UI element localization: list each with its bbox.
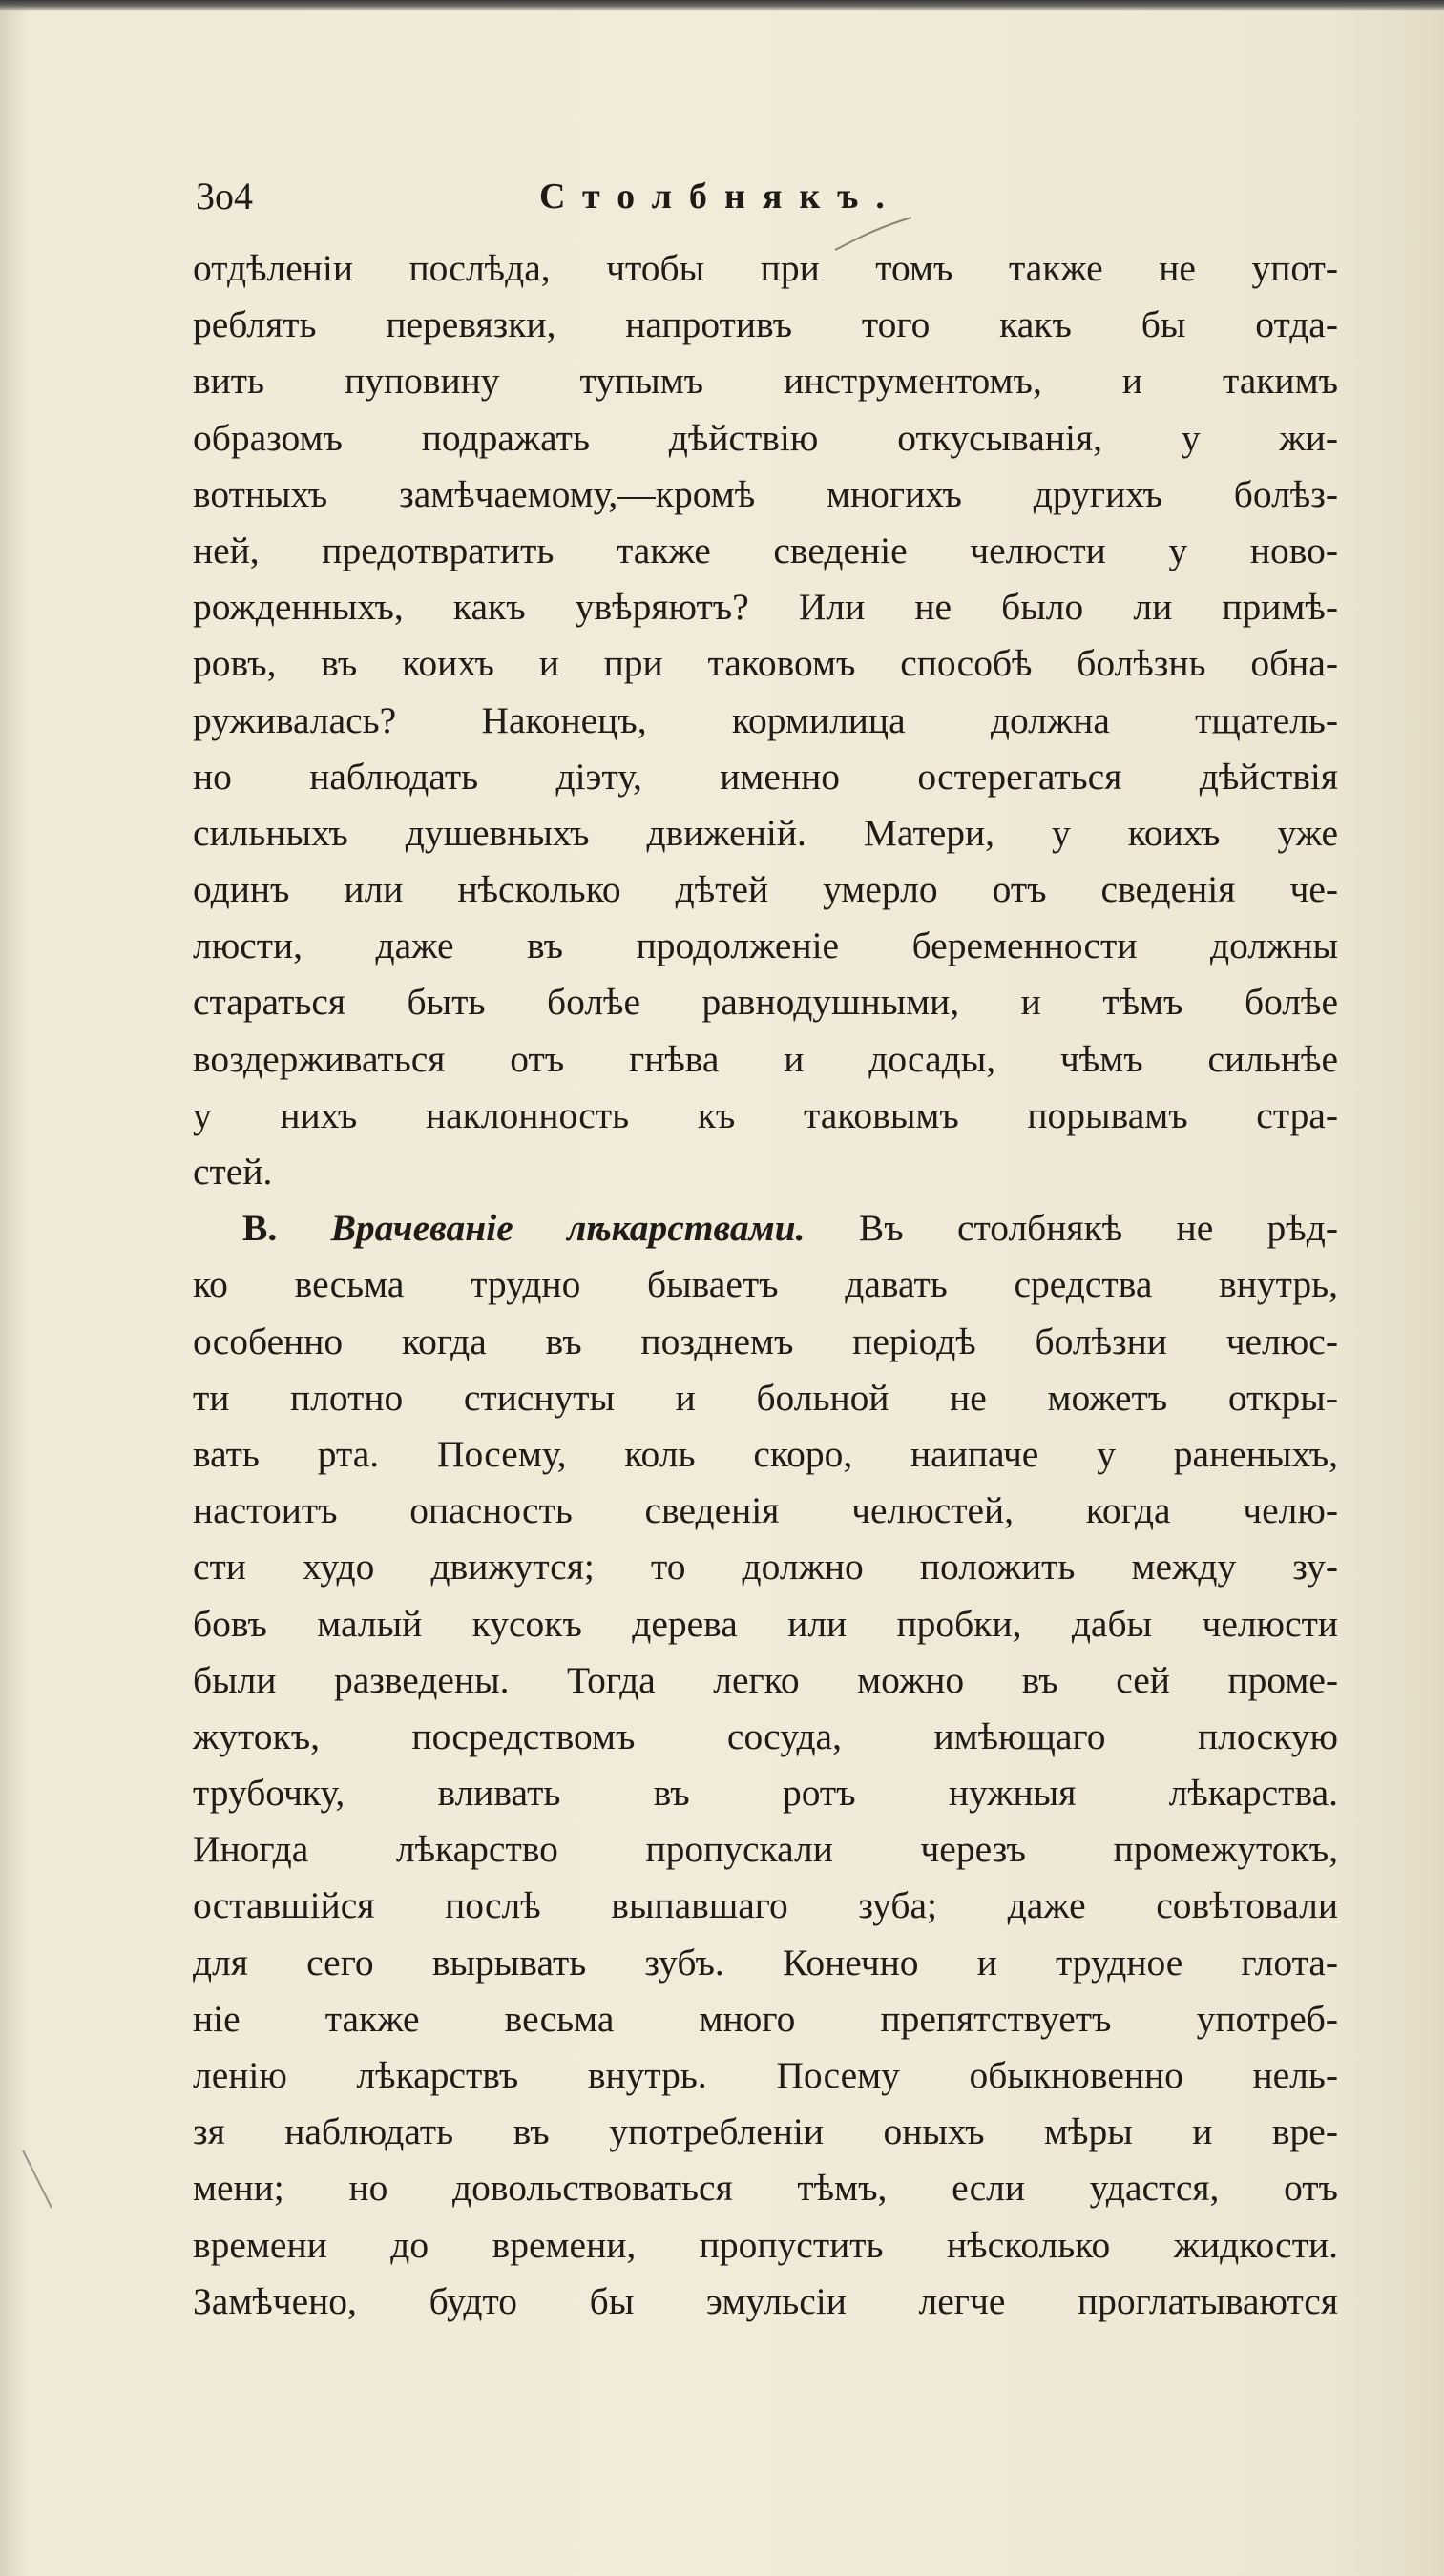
text-line: воздерживаться отъ гнѣва и досады, чѣмъ сильнѣе xyxy=(193,1037,1338,1080)
text-line: стей. xyxy=(193,1151,273,1193)
text-line: трубочку, вливать въ ротъ нужныя лѣкарства. xyxy=(193,1772,1338,1815)
text-line: реблять перевязки, напротивъ того какъ бы отда- xyxy=(193,303,1338,346)
text-line: мени; но довольствоваться тѣмъ, если удастся, отъ xyxy=(193,2167,1338,2210)
scan-top-edge xyxy=(0,0,1444,11)
text-line: зя наблюдать въ употребленіи оныхъ мѣры и вре- xyxy=(193,2110,1338,2153)
text-line: ти плотно стиснуты и больной не можетъ откры- xyxy=(193,1376,1338,1419)
text-line: одинъ или нѣсколько дѣтей умерло отъ сведенія че- xyxy=(193,868,1338,911)
text-line: особенно когда въ позднемъ періодѣ болѣзни челюс- xyxy=(193,1319,1338,1362)
running-title: Столбнякъ. xyxy=(539,177,902,217)
text-line: оставшійся послѣ выпавшаго зуба; даже совѣтовали xyxy=(193,1884,1338,1927)
text-line: но наблюдать діэту, именно остерегаться дѣйствія xyxy=(193,755,1338,798)
text-line: Иногда лѣкарство пропускали черезъ промежутокъ, xyxy=(193,1828,1338,1871)
page-number: 3о4 xyxy=(196,175,253,218)
text-line: люсти, даже въ продолженіе беременности должны xyxy=(193,924,1338,967)
pencil-mark xyxy=(830,212,916,260)
text-line: были разведены. Тогда легко можно въ сей проме- xyxy=(193,1658,1338,1701)
text-line: бовъ малый кусокъ дерева или пробки, дабы челюсти xyxy=(193,1602,1338,1645)
body-text xyxy=(193,240,1338,2330)
text-line: сильныхъ душевныхъ движеній. Матери, у коихъ уже xyxy=(193,811,1338,854)
section-b-first-line-text: Въ столбнякѣ не рѣд- xyxy=(858,1207,1339,1250)
text-line: руживалась? Наконецъ, кормилица должна тщатель- xyxy=(193,698,1338,741)
text-line: сти худо движутся; то должно положить между зу- xyxy=(193,1546,1338,1589)
text-line: ней, предотвратить также сведеніе челюсти у ново- xyxy=(193,529,1338,571)
text-line: вить пуповину тупымъ инструментомъ, и такимъ xyxy=(193,360,1338,403)
section-b-title: Врачеваніе лѣкарствами. xyxy=(330,1207,806,1250)
text-line: для сего вырывать зубъ. Конечно и трудное глота- xyxy=(193,1941,1338,1984)
text-line: вать рта. Посему, коль скоро, наипаче у раненыхъ, xyxy=(193,1432,1338,1475)
text-line: вотныхъ замѣчаемому,—кромѣ многихъ другихъ болѣз- xyxy=(193,472,1338,515)
pencil-mark xyxy=(19,2147,57,2213)
section-b-label: В. xyxy=(242,1207,278,1250)
text-line: рожденныхъ, какъ увѣряютъ? Или не было ли примѣ- xyxy=(193,586,1338,629)
text-line: времени до времени, пропустить нѣсколько жидкости. xyxy=(193,2223,1338,2266)
section-b-first-line xyxy=(193,1200,1338,1257)
page-header xyxy=(196,174,1336,231)
text-line: образомъ подражать дѣйствію откусыванія, у жи- xyxy=(193,416,1338,459)
text-line: отдѣленіи послѣда, чтобы при томъ также не упот- xyxy=(193,247,1338,289)
text-line: жутокъ, посредствомъ сосуда, имѣющаго плоскую xyxy=(193,1714,1338,1757)
text-line: ровъ, въ коихъ и при таковомъ способѣ болѣзнь обна- xyxy=(193,642,1338,685)
text-line: настоитъ опасность сведенія челюстей, когда челю- xyxy=(193,1489,1338,1532)
text-line: ніе также весьма много препятствуетъ употреб- xyxy=(193,1997,1338,2040)
text-line: ко весьма трудно бываетъ давать средства внутрь, xyxy=(193,1263,1338,1306)
text-line: стараться быть болѣе равнодушными, и тѣмъ болѣе xyxy=(193,981,1338,1024)
text-line: у нихъ наклонность къ таковымъ порывамъ стра- xyxy=(193,1093,1338,1136)
text-line: ленію лѣкарствъ внутрь. Посему обыкновенно нель- xyxy=(193,2054,1338,2096)
text-line: Замѣчено, будто бы эмульсіи легче проглатываются xyxy=(193,2279,1338,2322)
